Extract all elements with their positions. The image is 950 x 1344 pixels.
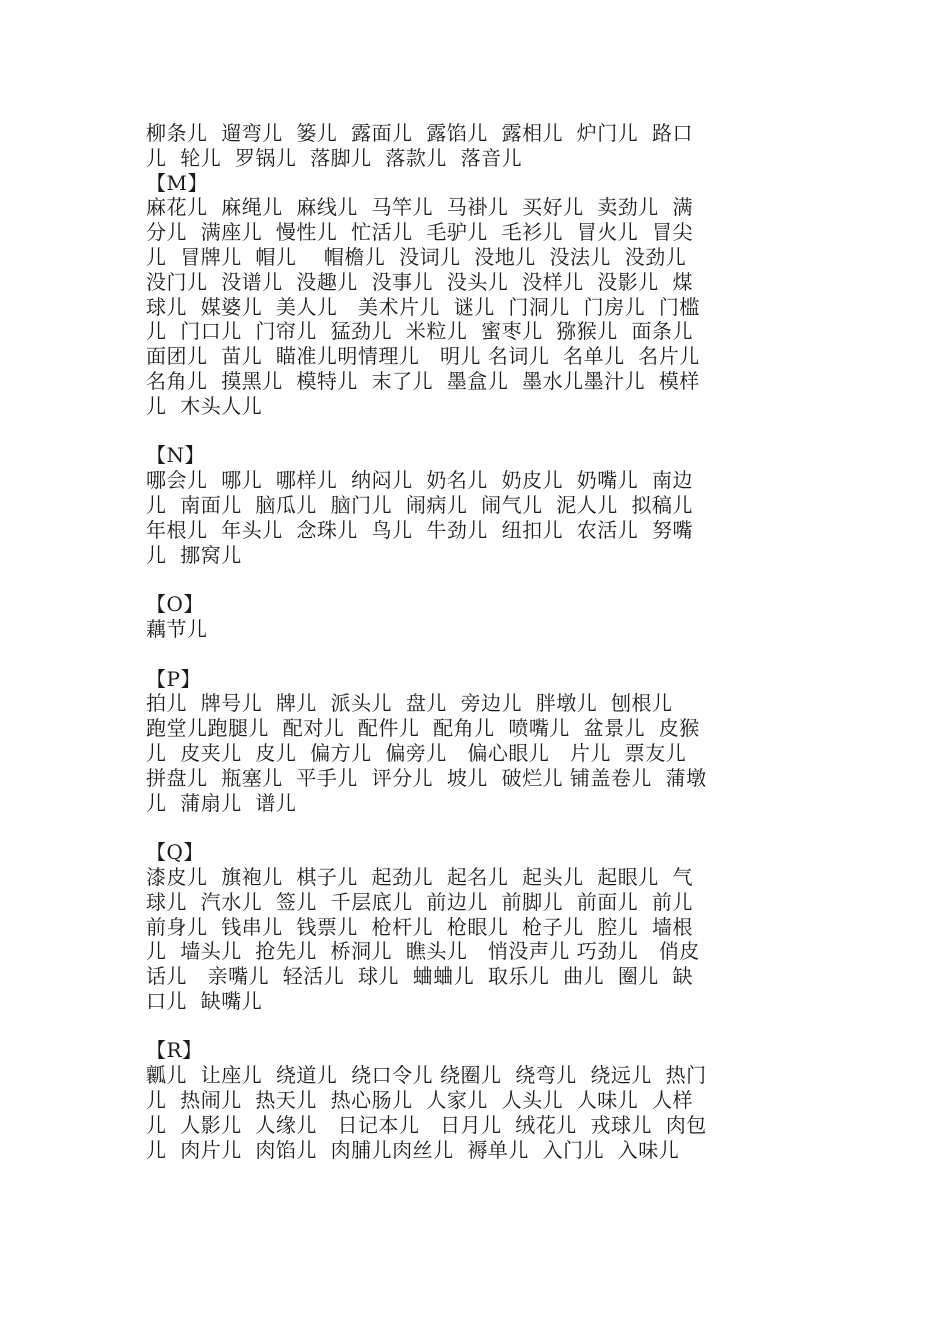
section-header-m: 【M】 — [146, 170, 208, 195]
list-line: 儿 木头人儿 — [146, 393, 263, 418]
section-gap — [146, 642, 811, 667]
list-line: 分儿 满座儿 慢性儿 忙活儿 毛驴儿 毛衫儿 冒火儿 冒尖 — [146, 220, 694, 245]
word-list — [146, 121, 811, 1162]
list-line: 拍儿 牌号儿 牌儿 派头儿 盘儿 旁边儿 胖墩儿 刨根儿 — [146, 691, 673, 716]
list-line: 瓤儿 让座儿 绕道儿 绕口令儿 绕圈儿 绕弯儿 绕远儿 热门 — [146, 1063, 707, 1088]
list-line: 漆皮儿 旗袍儿 棋子儿 起劲儿 起名儿 起头儿 起眼儿 气 — [146, 864, 694, 889]
list-line: 儿 墙头儿 抢先儿 桥洞儿 瞧头儿 悄没声儿 巧劲儿 俏皮 — [146, 939, 700, 964]
list-line: 名角儿 摸黑儿 模特儿 末了儿 墨盒儿 墨水儿墨汁儿 模样 — [146, 368, 700, 393]
section-header-p: 【P】 — [146, 666, 201, 691]
section-gap — [146, 1014, 811, 1039]
list-line: 儿 冒牌儿 帽儿 帽檐儿 没词儿 没地儿 没法儿 没劲儿 — [146, 244, 687, 269]
section-header-q: 【Q】 — [146, 840, 204, 865]
list-line: 儿 热闹儿 热天儿 热心肠儿 人家儿 人头儿 人味儿 人样 — [146, 1088, 694, 1113]
list-line: 儿 轮儿 罗锅儿 落脚儿 落款儿 落音儿 — [146, 145, 523, 170]
list-line: 麻花儿 麻绳儿 麻线儿 马竿儿 马褂儿 买好儿 卖劲儿 满 — [146, 195, 694, 220]
list-line: 藕节儿 — [146, 616, 208, 641]
list-line: 柳条儿 遛弯儿 篓儿 露面儿 露馅儿 露相儿 炉门儿 路口 — [146, 121, 694, 145]
section-gap — [146, 419, 811, 444]
list-line: 儿 蒲扇儿 谱儿 — [146, 790, 297, 815]
list-line: 儿 南面儿 脑瓜儿 脑门儿 闹病儿 闹气儿 泥人儿 拟稿儿 — [146, 492, 694, 517]
list-line: 儿 肉片儿 肉馅儿 肉脯儿肉丝儿 褥单儿 入门儿 入味儿 — [146, 1137, 680, 1162]
section-header-n: 【N】 — [146, 443, 205, 468]
list-line: 儿 皮夹儿 皮儿 偏方儿 偏旁儿 偏心眼儿 片儿 票友儿 — [146, 740, 687, 765]
list-line: 拼盘儿 瓶塞儿 平手儿 评分儿 坡儿 破烂儿 铺盖卷儿 蒲墩 — [146, 765, 707, 790]
section-header-r: 【R】 — [146, 1038, 203, 1063]
list-line: 儿 人影儿 人缘儿 日记本儿 日月儿 绒花儿 戎球儿 肉包 — [146, 1112, 707, 1137]
list-line: 没门儿 没谱儿 没趣儿 没事儿 没头儿 没样儿 没影儿 煤 — [146, 269, 694, 294]
list-line: 儿 挪窝儿 — [146, 542, 242, 567]
list-line: 跑堂儿跑腿儿 配对儿 配件儿 配角儿 喷嘴儿 盆景儿 皮猴 — [146, 716, 700, 741]
section-header-o: 【O】 — [146, 592, 204, 617]
list-line: 面团儿 苗儿 瞄准儿明情理儿 明儿 名词儿 名单儿 名片儿 — [146, 344, 700, 369]
list-line: 球儿 媒婆儿 美人儿 美术片儿 谜儿 门洞儿 门房儿 门槛 — [146, 294, 700, 319]
list-line: 话儿 亲嘴儿 轻活儿 球儿 蛐蛐儿 取乐儿 曲儿 圈儿 缺 — [146, 964, 694, 989]
section-gap — [146, 815, 811, 840]
list-line: 儿 门口儿 门帘儿 猛劲儿 米粒儿 蜜枣儿 猕猴儿 面条儿 — [146, 319, 694, 344]
list-line: 球儿 汽水儿 签儿 千层底儿 前边儿 前脚儿 前面儿 前儿 — [146, 889, 694, 914]
list-line: 前身儿 钱串儿 钱票儿 枪杆儿 枪眼儿 枪子儿 腔儿 墙根 — [146, 914, 694, 939]
list-line: 年根儿 年头儿 念珠儿 鸟儿 牛劲儿 纽扣儿 农活儿 努嘴 — [146, 517, 694, 542]
list-line: 哪会儿 哪儿 哪样儿 纳闷儿 奶名儿 奶皮儿 奶嘴儿 南边 — [146, 468, 694, 493]
section-gap — [146, 567, 811, 592]
list-line: 口儿 缺嘴儿 — [146, 988, 263, 1013]
